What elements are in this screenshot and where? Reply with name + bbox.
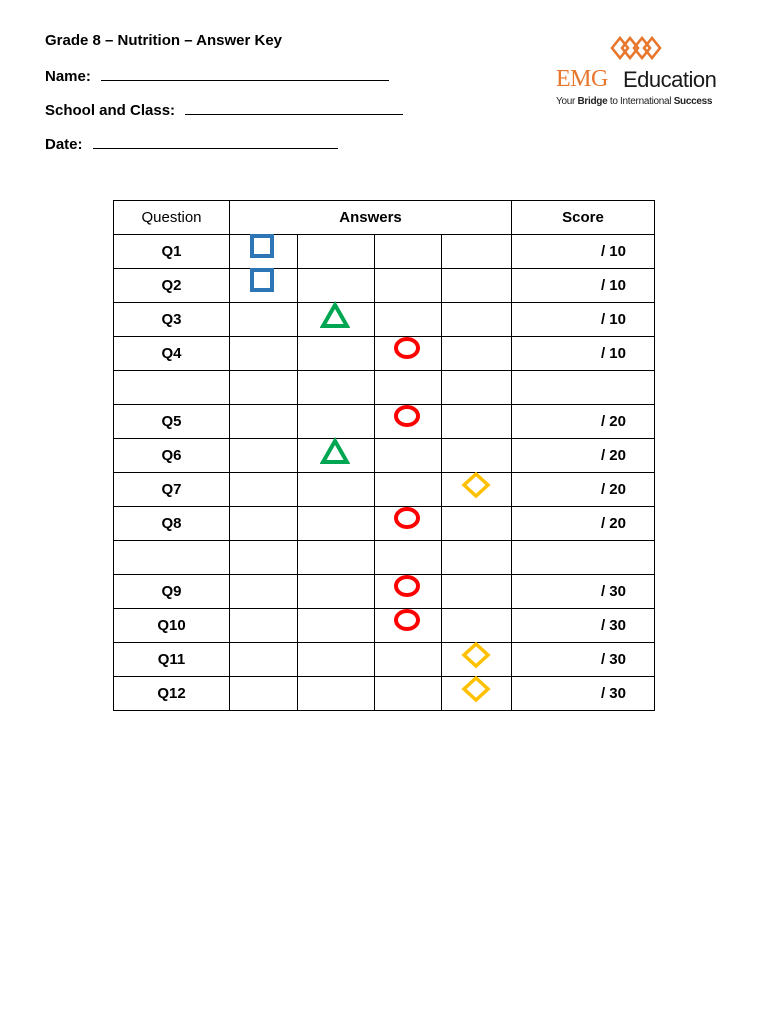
answer-cell[interactable] (298, 541, 375, 575)
question-cell: Q3 (114, 303, 230, 337)
emg-logo (552, 32, 727, 112)
square-mark-icon (247, 233, 277, 261)
table-row (114, 439, 655, 473)
answer-cell[interactable] (230, 303, 298, 337)
answer-cell[interactable] (230, 473, 298, 507)
answer-cell[interactable] (442, 405, 512, 439)
answer-cell[interactable] (375, 677, 442, 711)
answer-cell[interactable] (375, 473, 442, 507)
score-header: Score (512, 201, 655, 235)
school-label: School and Class: (45, 102, 176, 119)
answer-cell[interactable] (442, 303, 512, 337)
answer-cell[interactable] (442, 609, 512, 643)
answer-cell[interactable] (375, 269, 442, 303)
answer-cell[interactable] (298, 507, 375, 541)
answer-cell[interactable] (230, 575, 298, 609)
table-row (114, 337, 655, 371)
answer-cell[interactable] (375, 541, 442, 575)
score-cell (512, 541, 655, 575)
answer-cell[interactable] (230, 507, 298, 541)
spacer-row (114, 541, 655, 575)
answer-cell[interactable] (375, 303, 442, 337)
answer-cell[interactable] (298, 473, 375, 507)
logo-tagline (556, 96, 712, 107)
answer-cell[interactable] (230, 337, 298, 371)
answer-cell[interactable] (442, 235, 512, 269)
circle-mark-icon (392, 335, 422, 363)
answer-cell[interactable] (230, 439, 298, 473)
school-row (45, 100, 403, 119)
name-label: Name: (45, 68, 91, 85)
diamond-mark-icon (461, 641, 491, 669)
circle-mark-icon (392, 505, 422, 533)
circle-mark-icon (392, 607, 422, 635)
diamond-mark-icon (461, 675, 491, 703)
answer-cell[interactable] (298, 677, 375, 711)
answer-cell[interactable] (375, 609, 442, 643)
score-cell: / 10 (512, 303, 655, 337)
triangle-mark-icon (320, 301, 350, 329)
answer-cell[interactable] (442, 337, 512, 371)
answer-cell[interactable] (442, 575, 512, 609)
date-label: Date: (45, 136, 83, 153)
answer-cell[interactable] (230, 269, 298, 303)
triangle-mark-icon (320, 437, 350, 465)
answer-cell[interactable] (375, 575, 442, 609)
answer-cell[interactable] (230, 677, 298, 711)
question-cell: Q2 (114, 269, 230, 303)
question-cell: Q11 (114, 643, 230, 677)
answer-cell[interactable] (375, 439, 442, 473)
score-cell: / 20 (512, 507, 655, 541)
answer-cell[interactable] (298, 371, 375, 405)
question-cell: Q1 (114, 235, 230, 269)
answer-cell[interactable] (230, 405, 298, 439)
answer-cell[interactable] (442, 371, 512, 405)
question-cell: Q6 (114, 439, 230, 473)
score-cell: / 20 (512, 439, 655, 473)
answer-cell[interactable] (298, 439, 375, 473)
answer-cell[interactable] (298, 235, 375, 269)
tagline-part: Success (673, 96, 713, 107)
table-row (114, 235, 655, 269)
chain-links-icon (608, 32, 666, 64)
table-row (114, 609, 655, 643)
answer-cell[interactable] (298, 269, 375, 303)
name-row (45, 66, 389, 85)
date-field[interactable] (93, 134, 338, 149)
question-cell: Q7 (114, 473, 230, 507)
table-row (114, 677, 655, 711)
answer-cell[interactable] (375, 235, 442, 269)
question-cell: Q4 (114, 337, 230, 371)
score-cell: / 20 (512, 473, 655, 507)
answer-cell[interactable] (230, 541, 298, 575)
answer-cell[interactable] (375, 507, 442, 541)
table-row (114, 643, 655, 677)
answer-table (113, 200, 655, 711)
score-cell: / 10 (512, 269, 655, 303)
answer-cell[interactable] (298, 643, 375, 677)
table-row (114, 303, 655, 337)
answer-cell[interactable] (442, 269, 512, 303)
table-row (114, 405, 655, 439)
diamond-mark-icon (461, 471, 491, 499)
question-cell (114, 541, 230, 575)
score-cell: / 30 (512, 643, 655, 677)
score-cell: / 10 (512, 337, 655, 371)
score-cell: / 30 (512, 677, 655, 711)
tagline-part: Your (556, 96, 578, 107)
answer-cell[interactable] (375, 643, 442, 677)
question-header: Question (114, 201, 230, 235)
table-row (114, 269, 655, 303)
logo-brand: EMG (556, 66, 608, 92)
score-cell: / 10 (512, 235, 655, 269)
date-row (45, 134, 338, 153)
answer-cell[interactable] (230, 643, 298, 677)
answer-cell[interactable] (442, 507, 512, 541)
answer-cell[interactable] (230, 371, 298, 405)
score-cell: / 20 (512, 405, 655, 439)
answer-cell[interactable] (230, 609, 298, 643)
question-cell: Q8 (114, 507, 230, 541)
question-cell: Q9 (114, 575, 230, 609)
spacer-row (114, 371, 655, 405)
answer-cell[interactable] (442, 439, 512, 473)
page-title: Grade 8 – Nutrition – Answer Key (45, 32, 283, 49)
circle-mark-icon (392, 403, 422, 431)
answer-cell[interactable] (298, 609, 375, 643)
tagline-part: to International (607, 96, 674, 107)
tagline-part: Bridge (577, 96, 608, 107)
question-cell: Q12 (114, 677, 230, 711)
answer-cell[interactable] (375, 337, 442, 371)
answer-cell[interactable] (442, 473, 512, 507)
answers-header: Answers (230, 201, 512, 235)
question-cell: Q5 (114, 405, 230, 439)
table-row (114, 473, 655, 507)
answer-cell[interactable] (298, 575, 375, 609)
score-cell (512, 371, 655, 405)
logo-brand-suffix: Education (623, 67, 717, 92)
answer-cell[interactable] (375, 371, 442, 405)
name-field[interactable] (101, 66, 389, 81)
answer-cell[interactable] (442, 643, 512, 677)
score-cell: / 30 (512, 609, 655, 643)
score-cell: / 30 (512, 575, 655, 609)
answer-cell[interactable] (298, 405, 375, 439)
answer-cell[interactable] (230, 235, 298, 269)
square-mark-icon (247, 267, 277, 295)
answer-cell[interactable] (442, 541, 512, 575)
circle-mark-icon (392, 573, 422, 601)
answer-cell[interactable] (298, 303, 375, 337)
answer-cell[interactable] (298, 337, 375, 371)
school-field[interactable] (185, 100, 403, 115)
table-row (114, 507, 655, 541)
question-cell (114, 371, 230, 405)
answer-cell[interactable] (442, 677, 512, 711)
table-row (114, 575, 655, 609)
table-header-row (114, 201, 655, 235)
answer-cell[interactable] (375, 405, 442, 439)
question-cell: Q10 (114, 609, 230, 643)
